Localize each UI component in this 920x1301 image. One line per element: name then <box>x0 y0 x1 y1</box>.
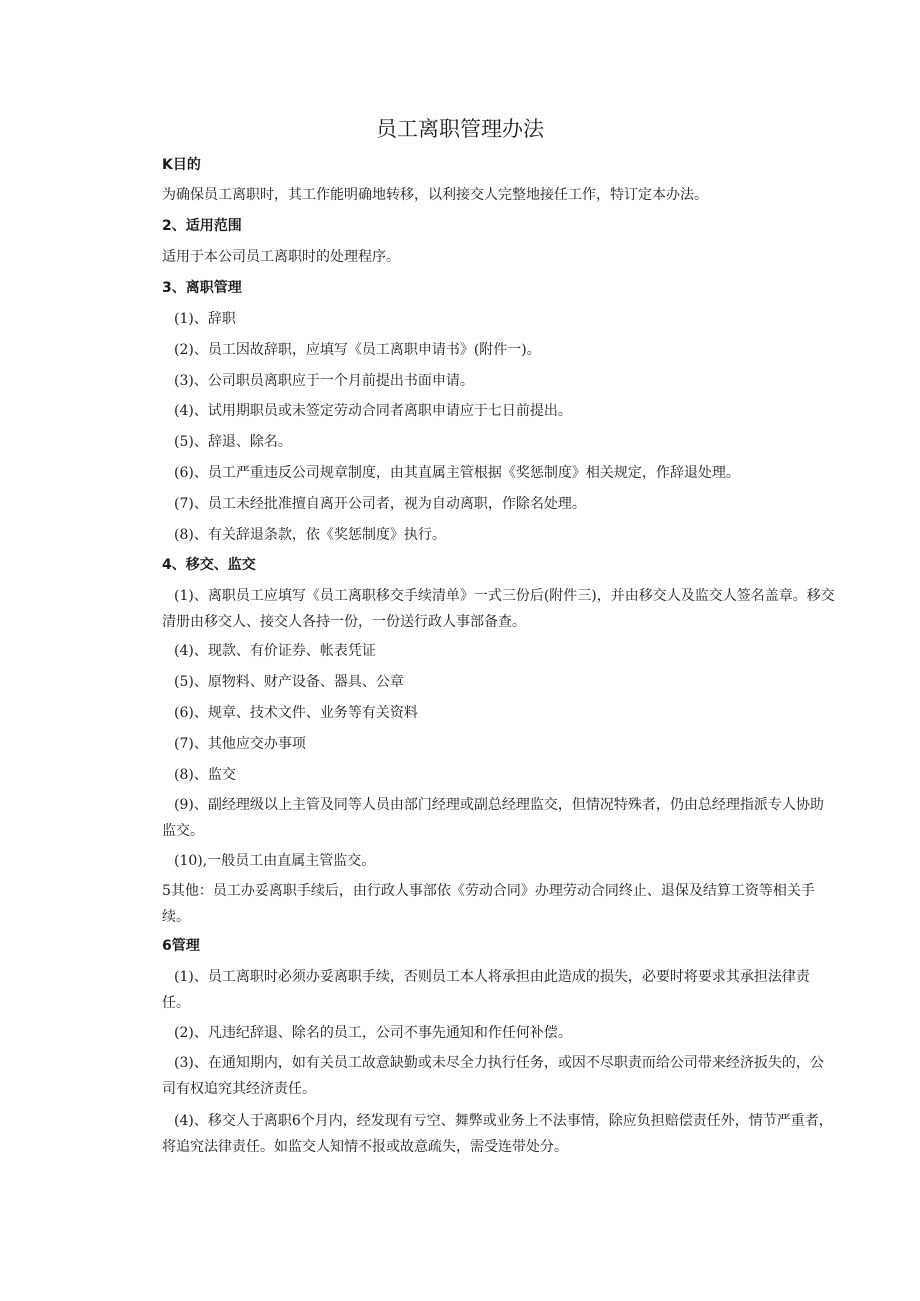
resignation-item: (7)、员工未经批准擅自离开公司者，视为自动离职，作除名处理。 <box>174 496 586 512</box>
section-management-heading: 6管理 <box>162 938 200 954</box>
handover-item-1 <box>162 583 836 635</box>
management-item <box>162 1050 836 1102</box>
management-item-text: (4)、移交人于离职6个月内，经发现有亏空、舞弊或业务上不法事情，除应负担赔偿责任外，情节严重者，将追究法律责任。如监交人知情不报或故意疏失，需受连带处分。 <box>162 1113 833 1155</box>
section-resignation-heading: 3、离职管理 <box>162 280 242 296</box>
management-item <box>162 964 836 1016</box>
section-handover-heading: 4、移交、监交 <box>162 557 256 573</box>
resignation-item: (6)、员工严重违反公司规章制度，由其直属主管根据《奖惩制度》相关规定，作辞退处理。 <box>174 465 740 481</box>
document-title: 员工离职管理办法 <box>376 117 544 141</box>
section-purpose-text: 为确保员工离职时，其工作能明确地转移，以利接交人完整地接任工作，特订定本办法。 <box>162 187 708 203</box>
section-scope-heading: 2、适用范围 <box>162 218 242 234</box>
handover-item-1-text: (1)、离职员工应填写《员工离职移交手续清单》一式三份后(附件三)，并由移交人及监交人签名盖章。移交清册由移交人、接交人各持一份，一份送行政人事部备查。 <box>162 588 835 630</box>
resignation-item: (4)、试用期职员或未签定劳动合同者离职申请应于七日前提出。 <box>174 403 572 419</box>
management-item: (2)、凡违纪辞退、除名的员工，公司不事先通知和作任何补偿。 <box>174 1025 572 1041</box>
resignation-item: (1)、辞职 <box>174 311 236 327</box>
resignation-item: (3)、公司职员离职应于一个月前提出书面申请。 <box>174 373 474 389</box>
management-item-text: (1)、员工离职时必须办妥离职手续，否则员工本人将承担由此造成的损失，必要时将要求其承担法律责任。 <box>162 969 810 1011</box>
handover-item: (4)、现款、有价证券、帐表凭证 <box>174 643 376 659</box>
management-item <box>162 1108 836 1160</box>
resignation-item: (5)、辞退、除名。 <box>174 434 292 450</box>
handover-item-9 <box>162 792 836 844</box>
handover-item: (7)、其他应交办事项 <box>174 736 306 752</box>
section-scope-text: 适用于本公司员工离职时的处理程序。 <box>162 249 400 265</box>
resignation-item: (2)、员工因故辞职，应填写《员工离职申请书》(附件一)。 <box>174 342 541 358</box>
resignation-item: (8)、有关辞退条款，依《奖惩制度》执行。 <box>174 527 446 543</box>
section-purpose-heading: K目的 <box>162 157 201 173</box>
handover-item-10: (10),一般员工由直属主管监交。 <box>174 853 376 869</box>
handover-item: (5)、原物料、财产设备、器具、公章 <box>174 674 404 690</box>
handover-item: (8)、监交 <box>174 767 236 783</box>
handover-item: (6)、规章、技术文件、业务等有关资料 <box>174 705 418 721</box>
section-other-text: 5其他：员工办妥离职手续后，由行政人事部依《劳动合同》办理劳动合同终止、退保及结算工资等相关手续。 <box>162 883 815 925</box>
management-item-text: (3)、在通知期内，如有关员工故意缺勤或未尽全力执行任务，或因不尽职责而给公司带来经济扳失的，公司有权追究其经济责任。 <box>162 1055 824 1097</box>
handover-item-9-text: (9)、副经理级以上主管及同等人员由部门经理或副总经理监交，但情况特殊者，仍由总经理指派专人协助监交。 <box>162 797 824 839</box>
